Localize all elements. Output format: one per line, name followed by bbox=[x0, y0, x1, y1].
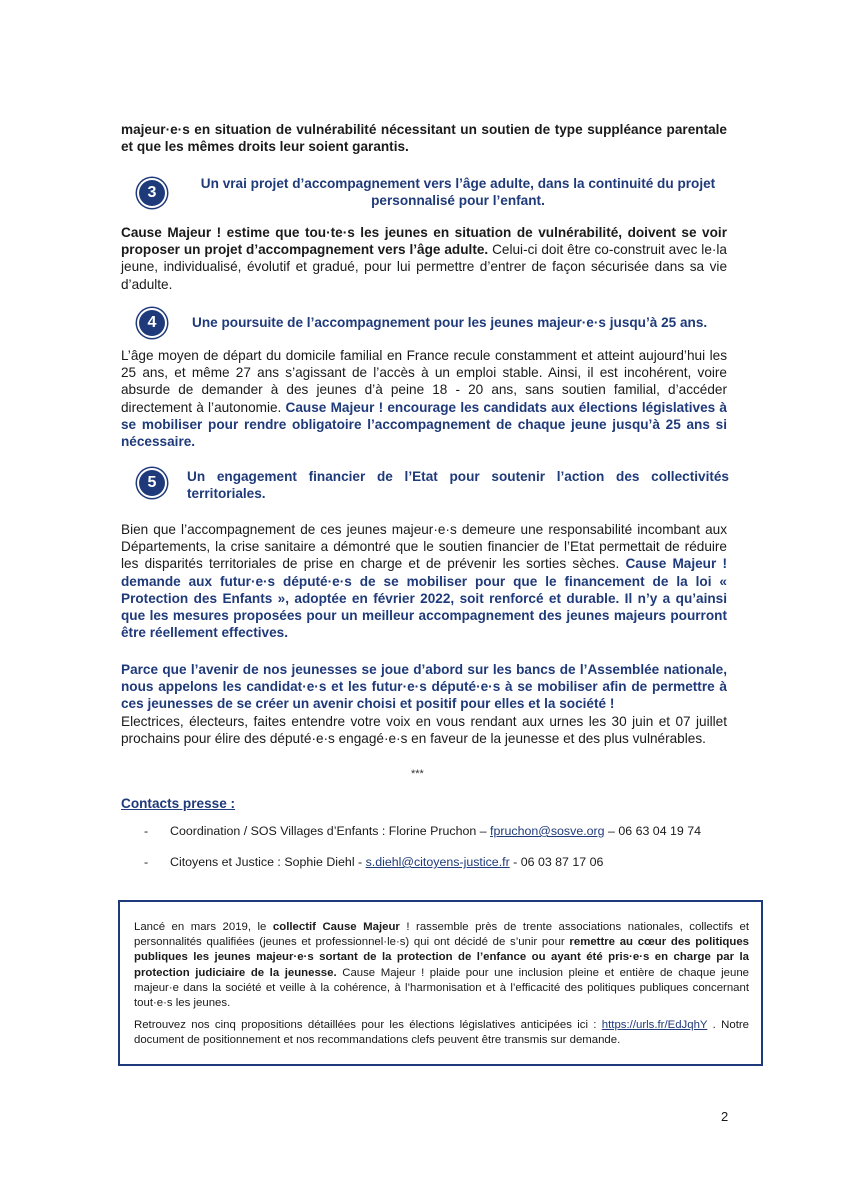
closing-text: Electrices, électeurs, faites entendre votre voix en vous rendant aux urnes les 30 juin et 07 juillet prochains pour élire des député·e·s engagé·e·s en faveur de la jeunesse et des plus vulnérables. bbox=[121, 713, 727, 746]
contact-text bbox=[170, 823, 734, 839]
contact-email-link[interactable]: s.diehl@citoyens-justice.fr bbox=[365, 855, 510, 869]
section-5-badge: 5 bbox=[137, 468, 167, 498]
intro-paragraph bbox=[121, 121, 727, 155]
page-number: 2 bbox=[721, 1109, 729, 1124]
section-3-heading bbox=[137, 175, 729, 211]
list-dash: - bbox=[144, 855, 149, 869]
box-text: . Notre document de positionnement et nos recommandations clefs peuvent être transmis sur demande. bbox=[134, 1019, 749, 1047]
section-3-paragraph bbox=[121, 224, 727, 293]
section-4-badge: 4 bbox=[137, 308, 167, 338]
section-3-text: Celui-ci doit être co-construit avec le·la jeune, individualisé, évolutif et gradué, pour lui permettre d’entrer de façon sécurisée dans sa vie d’adulte. bbox=[121, 242, 727, 292]
contact-email-link[interactable]: fpruchon@sosve.org bbox=[490, 824, 605, 838]
section-5-bold: Cause Majeur ! demande aux futur·e·s député·e·s de se mobiliser pour que le financement de la loi « Protection des Enfants », adoptée en février 2022, soit renforcé et durable. Il n’y a qu’ainsi que les mesures proposées pour un meilleur accompagnement des jeunes majeurs pourront être réellement effectives. bbox=[121, 556, 727, 641]
box-text: ! rassemble près de trente associations nationales, collectifs et personnalités qualifiées (jeunes et professionnel·le·s) qui ont décidé de s’unir pour bbox=[134, 921, 749, 949]
section-5-paragraph bbox=[121, 521, 727, 641]
section-5-title: Un engagement financier de l’Etat pour soutenir l’action des collectivités territoriales. bbox=[187, 469, 729, 502]
contact-phone: – 06 63 04 19 74 bbox=[604, 824, 702, 838]
section-4-title: Une poursuite de l’accompagnement pour les jeunes majeur·e·s jusqu’à 25 ans. bbox=[192, 315, 708, 330]
contact-label: Coordination / SOS Villages d’Enfants : Florine Pruchon – bbox=[170, 824, 491, 838]
box-bold: remettre au cœur des politiques publiques les jeunes majeur·e·s sortant de la protection de l’enfance ou ayant été pris·e·s en charge par la protection judiciaire de la jeunesse. bbox=[134, 936, 749, 979]
contact-label: Citoyens et Justice : Sophie Diehl - bbox=[170, 855, 366, 869]
section-3-bold: Cause Majeur ! estime que tou·te·s les jeunes en situation de vulnérabilité, doivent se voir proposer un projet d’accompagnement vers l’âge adulte. bbox=[121, 225, 727, 258]
separator: *** bbox=[411, 768, 424, 780]
box-text: Cause Majeur ! plaide pour une inclusion pleine et entière de chaque jeune majeur·e dans la société et veille à la cohérence, à l’harmonisation et à l’efficacité des politiques publiques concernant tout·e·s les jeunes. bbox=[134, 966, 749, 1010]
closing-call: Parce que l’avenir de nos jeunesses se joue d’abord sur les bancs de l’Assemblée nationale, nous appelons les candidat·e·s et les futur·e·s député·e·s à se mobiliser afin de permettre à ces jeunesses de se créer un avenir choisi et positif pour elles et la société ! bbox=[121, 662, 727, 712]
box-bold: collectif Cause Majeur bbox=[272, 921, 400, 933]
section-4-text: L’âge moyen de départ du domicile familial en France recule constamment et atteint aujourd’hui les 25 ans, et même 27 ans s’agissant de l’accès à un emploi stable. Ainsi, il est incohérent, voire absurde de demander à des jeunes d’à peine 18 - 20 ans, sans soutien familial, d’accéder directement à l’autonomie. bbox=[121, 348, 727, 415]
contacts-title: Contacts presse : bbox=[121, 796, 236, 811]
intro-text: majeur·e·s en situation de vulnérabilité nécessitant un soutien de type suppléance parentale et que les mêmes droits leur soient garantis. bbox=[121, 122, 727, 155]
box-text: Lancé en mars 2019, le bbox=[134, 921, 273, 933]
section-5-heading bbox=[137, 468, 729, 504]
collective-info-box bbox=[118, 900, 763, 1066]
section-4-paragraph bbox=[121, 347, 727, 450]
propositions-link[interactable]: https://urls.fr/EdJqhY bbox=[601, 1019, 708, 1031]
box-paragraph-2 bbox=[134, 1018, 749, 1048]
contact-phone: - 06 03 87 17 06 bbox=[509, 855, 604, 869]
box-text: Retrouvez nos cinq propositions détaillées pour les élections législatives anticipées ici : bbox=[134, 1019, 602, 1031]
contact-item bbox=[144, 854, 734, 872]
section-3-badge: 3 bbox=[137, 178, 167, 208]
contact-text bbox=[170, 854, 734, 870]
closing-paragraph bbox=[121, 661, 727, 747]
section-4-bold: Cause Majeur ! encourage les candidats aux élections législatives à se mobiliser pour rendre obligatoire l’accompagnement de chaque jeune jusqu’à 25 ans si nécessaire. bbox=[121, 399, 727, 450]
section-5-text: Bien que l’accompagnement de ces jeunes majeur·e·s demeure une responsabilité incombant aux Départements, la crise sanitaire a démontré que le soutien financier de l’Etat permettait de réduire les disparités territoriales de prise en charge et de prévenir les sorties sèches. bbox=[121, 522, 727, 572]
section-3-title: Un vrai projet d’accompagnement vers l’âge adulte, dans la continuité du projet personnalisé pour l’enfant. bbox=[200, 176, 716, 209]
box-paragraph-1 bbox=[134, 920, 749, 1011]
section-4-heading bbox=[137, 308, 729, 338]
contact-item bbox=[144, 823, 734, 857]
list-dash: - bbox=[144, 824, 149, 838]
